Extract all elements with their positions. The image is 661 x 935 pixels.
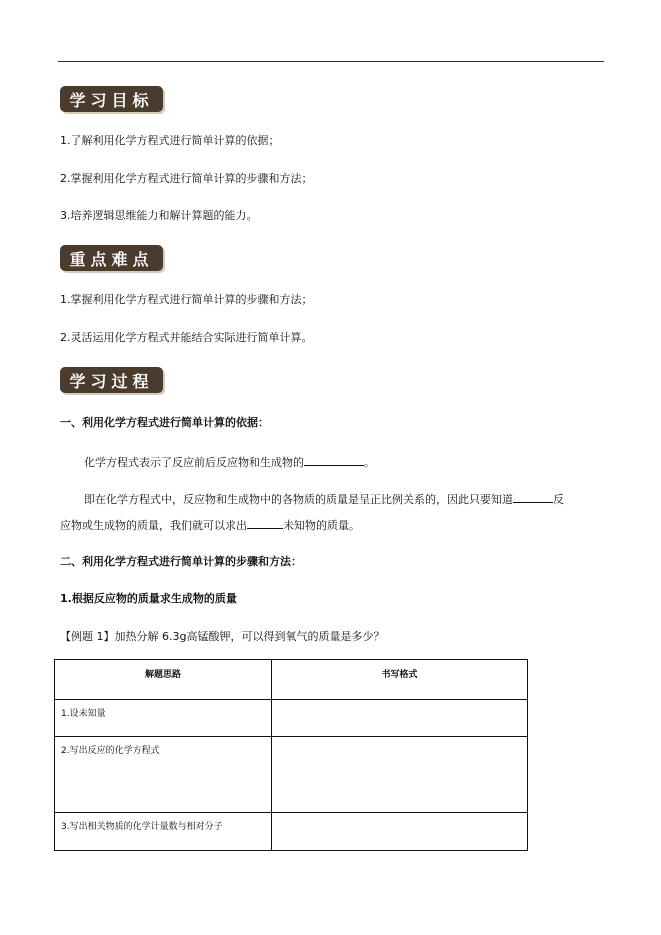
objective-item-3: 3.培养逻辑思维能力和解计算题的能力。	[60, 209, 258, 222]
section-title-key-points: 重点难点	[60, 245, 163, 271]
table-row	[55, 700, 528, 737]
part1-para1-text: 化学方程式表示了反应前后反应物和生成物的	[84, 456, 304, 469]
part2-heading: 二、利用化学方程式进行简单计算的步骤和方法：	[60, 555, 302, 568]
fill-blank-2[interactable]	[513, 491, 553, 503]
table-row	[55, 813, 528, 851]
part1-para1-end: 。	[364, 456, 375, 469]
key-point-item-2: 2.灵活运用化学方程式并能结合实际进行简单计算。	[60, 331, 313, 344]
step-3-answer-cell[interactable]	[272, 813, 528, 851]
part1-paragraph-1	[84, 454, 375, 470]
fill-blank-3[interactable]	[247, 517, 283, 529]
header-writing-format: 书写格式	[272, 660, 528, 700]
part1-paragraph-2-line-1	[84, 491, 564, 507]
header-solution-approach: 解题思路	[55, 660, 272, 700]
part2-subheading: 1.根据反应物的质量求生成物的质量	[60, 592, 237, 605]
solution-steps-table	[54, 659, 528, 851]
objective-item-2: 2.掌握利用化学方程式进行简单计算的步骤和方法；	[60, 172, 313, 185]
objective-item-1: 1.了解利用化学方程式进行简单计算的依据；	[60, 134, 280, 147]
header-rule	[58, 61, 604, 62]
part1-heading: 一、利用化学方程式进行简单计算的依据：	[60, 416, 269, 429]
part1-para2-end: 反	[553, 493, 564, 506]
part1-para2-line2-text: 应物或生成物的质量，我们就可以求出	[60, 519, 247, 532]
step-3-label: 3.写出相关物质的化学计量数与相对分子	[55, 813, 272, 851]
part1-para2-line2-end: 未知物的质量。	[283, 519, 360, 532]
section-title-objectives: 学习目标	[60, 86, 163, 112]
part1-para2-text: 即在化学方程式中，反应物和生成物中的各物质的质量是呈正比例关系的，因此只要知道	[84, 493, 513, 506]
step-2-answer-cell[interactable]	[272, 737, 528, 813]
section-title-process: 学习过程	[60, 367, 163, 393]
part1-paragraph-2-line-2	[60, 517, 360, 533]
table-row	[55, 737, 528, 813]
step-2-label: 2.写出反应的化学方程式	[55, 737, 272, 813]
example-1-question: 【例题 1】加热分解 6.3g高锰酸钾，可以得到氧气的质量是多少？	[60, 630, 385, 643]
step-1-answer-cell[interactable]	[272, 700, 528, 737]
table-header-row	[55, 660, 528, 700]
step-1-label: 1.设未知量	[55, 700, 272, 737]
fill-blank-1[interactable]	[304, 454, 364, 466]
key-point-item-1: 1.掌握利用化学方程式进行简单计算的步骤和方法；	[60, 293, 313, 306]
